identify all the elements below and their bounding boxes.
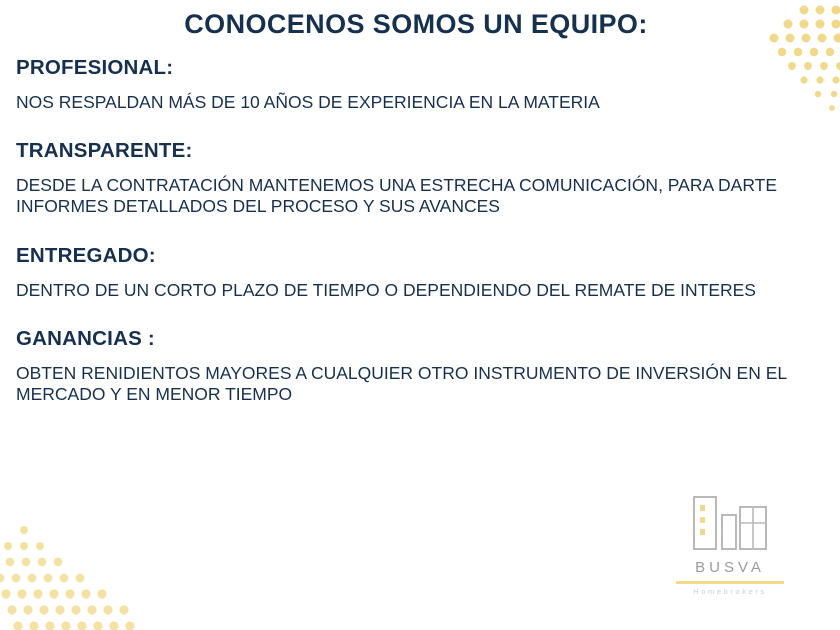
section-body-ganancias: OBTEN RENIDIENTOS MAYORES A CUALQUIER OTRO INSTRUMENTO DE INVERSIÓN EN EL MERCADO Y EN MENOR TIEMPO [16,363,787,405]
section-body-transparente: DESDE LA CONTRATACIÓN MANTENEMOS UNA ESTRECHA COMUNICACIÓN, PARA DARTE INFORMES DETALLADOS DEL PROCESO Y SUS AVANCES [16,175,778,217]
section-body-profesional: NOS RESPALDAN MÁS DE 10 AÑOS DE EXPERIENCIA EN LA MATERIA [16,91,600,112]
building-icon [664,491,796,553]
section-profesional [12,56,800,113]
section-heading-profesional: PROFESIONAL: [16,55,174,79]
logo-name: BUSVA [695,559,765,576]
section-entregado [12,244,800,301]
section-heading-transparente: TRANSPARENTE: [16,139,193,163]
logo-divider [676,581,784,584]
section-transparente [12,139,800,218]
brand-logo [664,491,796,596]
slide-title: CONOCENOS SOMOS UN EQUIPO: [184,9,648,39]
section-heading-entregado: ENTREGADO: [16,243,156,267]
section-body-entregado: DENTRO DE UN CORTO PLAZO DE TIEMPO O DEPENDIENDO DEL REMATE DE INTERES [16,279,756,300]
logo-tagline: Homebrokers [693,587,767,596]
section-ganancias [12,327,800,406]
section-heading-ganancias: GANANCIAS : [16,327,155,351]
